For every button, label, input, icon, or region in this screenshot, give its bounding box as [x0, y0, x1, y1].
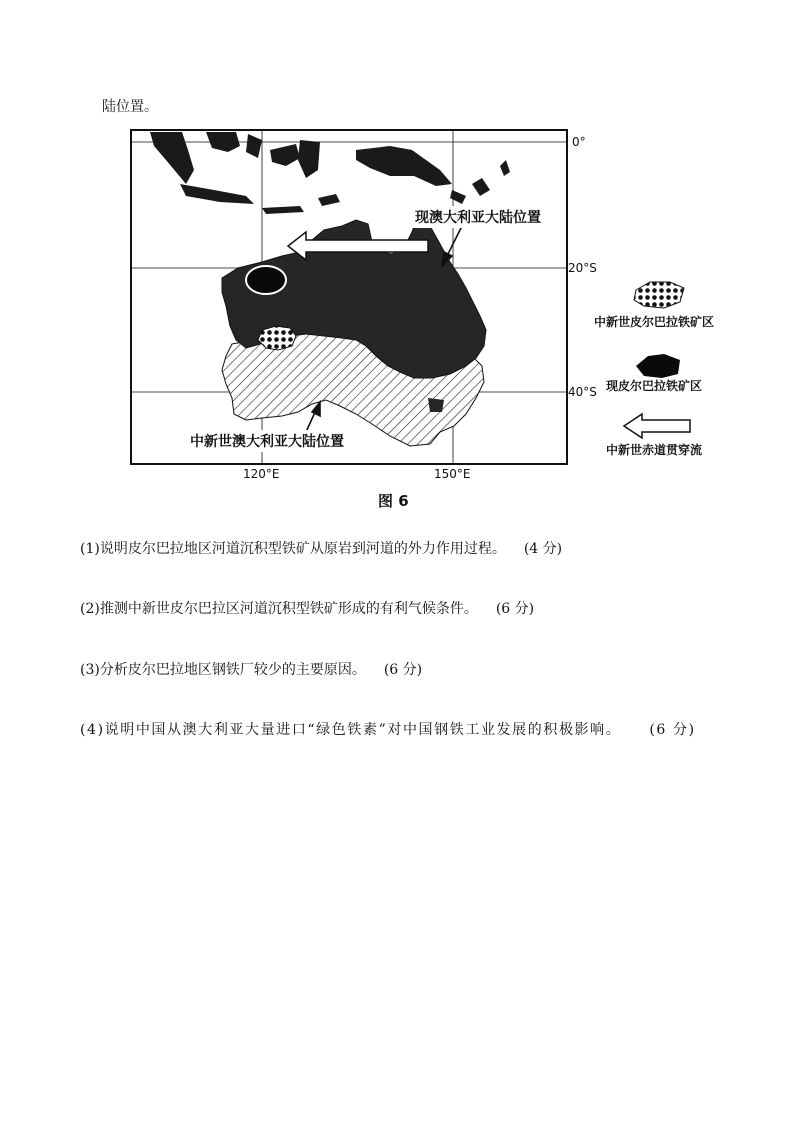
legend-label-throughflow: 中新世赤道贯穿流 [606, 443, 703, 457]
lat-label-40s: 40°S [568, 385, 597, 399]
question-1-score: (4 分) [523, 541, 563, 557]
question-4 [80, 719, 696, 739]
label-miocene-australia-position: 中新世澳大利亚大陆位置 [190, 434, 344, 450]
question-3-text: (3)分析皮尔巴拉地区钢铁厂较少的主要原因。 [80, 662, 366, 678]
question-4-score: (6 分) [649, 722, 696, 738]
legend-label-current-ore: 现皮尔巴拉铁矿区 [606, 379, 703, 393]
lon-label-150e: 150°E [434, 467, 471, 481]
lead-text: 陆位置。 [102, 99, 158, 115]
miocene-pilbara-ore-area [258, 326, 296, 350]
question-3-score: (6 分) [383, 662, 423, 678]
legend [594, 282, 714, 457]
question-2-text: (2)推测中新世皮尔巴拉区河道沉积型铁矿形成的有利气候条件。 [80, 601, 478, 617]
figure-caption: 图 6 [378, 492, 409, 510]
question-2-score: (6 分) [495, 601, 535, 617]
solid-blob-icon [636, 354, 680, 378]
lon-label-120e: 120°E [243, 467, 280, 481]
lat-label-0: 0° [572, 135, 586, 149]
present-pilbara-ore-area [246, 266, 286, 294]
question-3 [80, 659, 422, 679]
dotted-blob-icon [634, 282, 684, 308]
tasmania [428, 398, 444, 412]
lat-label-20s: 20°S [568, 261, 597, 275]
figure-6-map [0, 0, 800, 520]
label-current-australia-position: 现澳大利亚大陆位置 [415, 210, 541, 226]
question-4-text: (4)说明中国从澳大利亚大量进口“绿色铁素”对中国钢铁工业发展的积极影响。 [80, 722, 622, 738]
question-1-text: (1)说明皮尔巴拉地区河道沉积型铁矿从原岩到河道的外力作用过程。 [80, 541, 506, 557]
hollow-arrow-icon [624, 414, 690, 438]
legend-label-miocene-ore: 中新世皮尔巴拉铁矿区 [594, 315, 715, 329]
question-1 [80, 538, 562, 558]
question-2 [80, 598, 534, 618]
